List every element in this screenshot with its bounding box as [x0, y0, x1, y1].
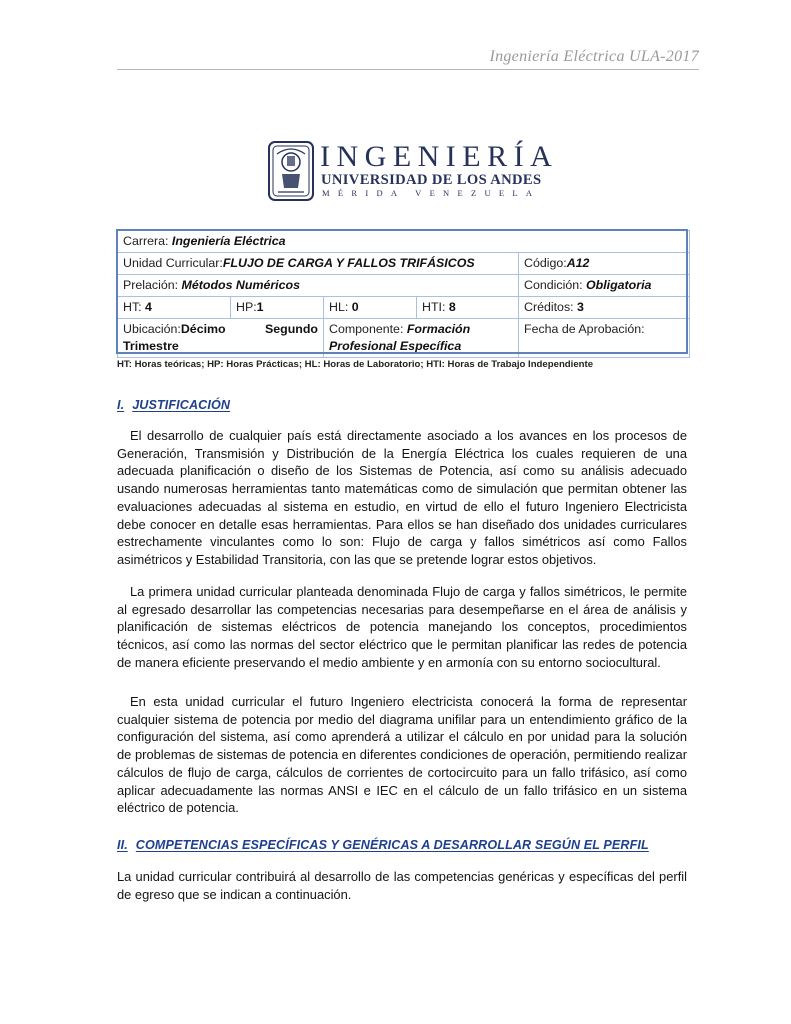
- condicion-value: Obligatoria: [586, 278, 652, 292]
- paragraph: El desarrollo de cualquier país está directamente asociado a los avances en los procesos de Generación, Transmisión y Distribución de la Energía Eléctrica los cuales requieren de una adecuada planificación o diseño de los Sistemas de Potencia, así como su análisis adecuado usando numerosas herramientas tanto matemáticas como de simulación que permitan obtener las evaluaciones adecuadas al sistema en estudio, en virtud de ello el futuro Ingeniero Electricista debe conocer en detalle esas herramientas. Para ellos se han diseñado dos unidades curriculares estrechamente vinculantes como lo son: Flujo de carga y fallos simétricos así como Fallos asimétricos y Estabilidad Transitoria, con las que se pretende lograr estos objetivos.: [117, 428, 687, 567]
- hti-cell: [417, 297, 519, 319]
- prelacion-value: Métodos Numéricos: [181, 278, 300, 292]
- section-title: COMPETENCIAS ESPECÍFICAS Y GENÉRICAS A DESARROLLAR SEGÚN EL PERFIL: [135, 838, 649, 852]
- unidad-value: FLUJO DE CARGA Y FALLOS TRIFÁSICOS: [222, 256, 475, 270]
- hl-value: 0: [351, 300, 359, 314]
- university-seal-icon: [268, 140, 314, 202]
- codigo-cell: [519, 253, 690, 275]
- creditos-cell: [519, 297, 690, 319]
- ubicacion-cell: [118, 319, 324, 358]
- hp-label: HP:: [236, 300, 257, 314]
- hl-cell: [324, 297, 417, 319]
- paragraph: La unidad curricular contribuirá al desarrollo de las competencias genéricas y específicas del perfil de egreso que se indican a continuación.: [117, 869, 687, 902]
- section-number: I.: [117, 398, 125, 412]
- hti-value: 8: [448, 300, 456, 314]
- university-logo: [268, 140, 559, 202]
- hti-label: HTI:: [422, 300, 449, 314]
- logo-main-text: INGENIERÍA: [320, 140, 559, 173]
- section-heading-justificacion: [117, 398, 230, 412]
- ubicacion-value: Décimo Segundo Trimestre: [123, 322, 318, 353]
- logo-university-name: UNIVERSIDAD DE LOS ANDES: [321, 172, 542, 188]
- page-header-title: Ingeniería Eléctrica ULA-2017: [489, 48, 699, 65]
- componente-cell: [324, 319, 519, 358]
- carrera-label: Carrera:: [123, 234, 172, 248]
- table-row: [118, 275, 690, 297]
- fecha-cell: [519, 319, 690, 358]
- fecha-label: Fecha de Aprobación:: [524, 322, 645, 336]
- logo-city-text: MÉRIDA VENEZUELA: [322, 188, 541, 198]
- section-number: II.: [117, 838, 128, 852]
- condicion-cell: [519, 275, 690, 297]
- prelacion-label: Prelación:: [123, 278, 182, 292]
- prelacion-cell: [118, 275, 519, 297]
- componente-value: Formación Profesional Específica: [329, 322, 471, 353]
- codigo-label: Código:: [524, 256, 567, 270]
- section-heading-competencias: [117, 838, 649, 852]
- ht-cell: [118, 297, 231, 319]
- carrera-value: Ingeniería Eléctrica: [171, 234, 286, 248]
- codigo-value: A12: [566, 256, 590, 270]
- table-row: [118, 297, 690, 319]
- header-rule: [117, 69, 699, 70]
- hl-label: HL:: [329, 300, 352, 314]
- paragraph: En esta unidad curricular el futuro Ingeniero electricista conocerá la forma de representar cualquier sistema de potencia por medio del diagrama unifilar para un entendimiento gráfico de la configuración del sistema, así como aprenderá a utilizar el cálculo en por unidad para la solución de problemas de sistemas de potencia en diferentes condiciones de operación, permitiendo realizar cálculos de flujo de carga, cálculos de corrientes de cortocircuito para un fallo trifásico, así como aplicar adecuadamente las normas ANSI e IEC en el cálculo de un fallo trifásico en un sistema eléctrico de potencia.: [117, 694, 687, 816]
- hp-cell: [231, 297, 324, 319]
- course-info-table: [117, 230, 690, 358]
- creditos-value: 3: [577, 300, 584, 314]
- carrera-cell: [118, 231, 690, 253]
- hp-value: 1: [256, 300, 264, 314]
- table-row: [118, 231, 690, 253]
- ubicacion-label: Ubicación:: [123, 322, 181, 336]
- section-title: JUSTIFICACIÓN: [132, 398, 231, 412]
- unidad-label: Unidad Curricular:: [123, 256, 223, 270]
- paragraph: La primera unidad curricular planteada denominada Flujo de carga y fallos simétricos, le permite al egresado desarrollar las competencias necesarias para desempeñarse en el área de análisis y planificación de sistemas eléctricos de potencia manejando los conceptos, procedimientos técnicos, así como las normas del sector eléctrico que le permitan planificar las redes de potencia de manera eficiente preservando el medio ambiente y en armonía con su entorno sociocultural.: [117, 584, 687, 670]
- componente-label: Componente:: [329, 322, 407, 336]
- abbreviations-note: HT: Horas teóricas; HP: Horas Prácticas; HL: Horas de Laboratorio; HTI: Horas de Trabajo Independiente: [117, 359, 594, 370]
- ht-label: HT:: [123, 300, 146, 314]
- table-row: [118, 253, 690, 275]
- table-row: [118, 319, 690, 358]
- ht-value: 4: [145, 300, 152, 314]
- unidad-cell: [118, 253, 519, 275]
- condicion-label: Condición:: [524, 278, 586, 292]
- creditos-label: Créditos:: [524, 300, 578, 314]
